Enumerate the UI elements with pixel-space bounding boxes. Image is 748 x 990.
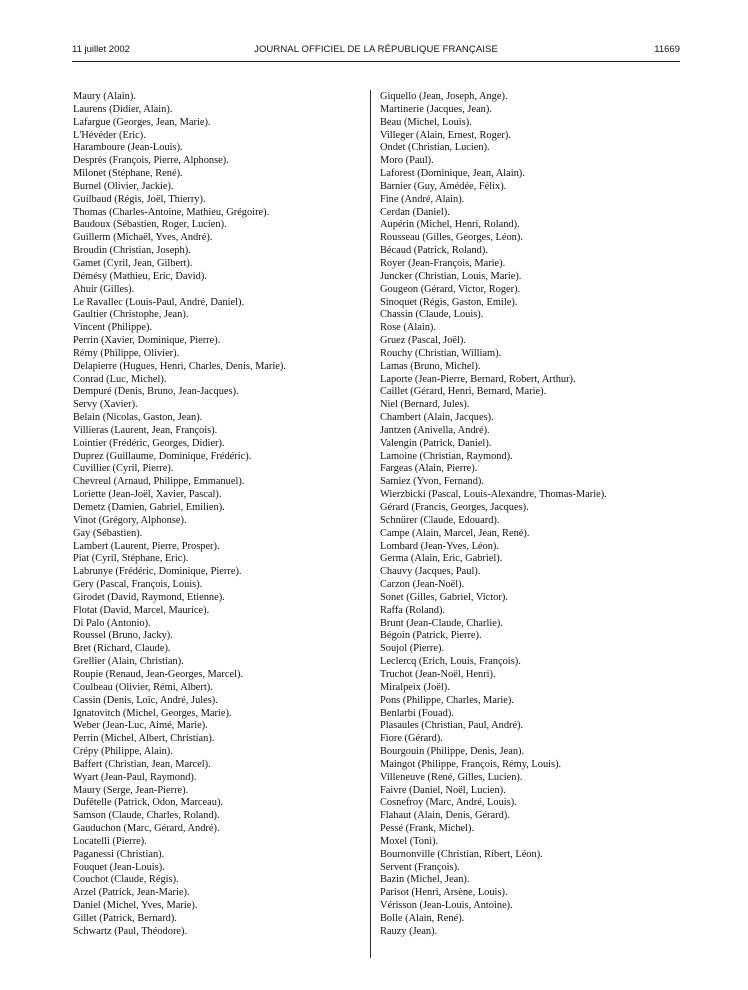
name-entry: Rouchy (Christian, William). xyxy=(380,347,502,359)
name-entry: Martinerie (Jacques, Jean). xyxy=(380,103,492,115)
name-entry: Ignatovitch (Michel, Georges, Marie). xyxy=(73,707,232,719)
name-entry: Fargeas (Alain, Pierre). xyxy=(380,463,478,475)
name-entry: Schnürer (Claude, Edouard). xyxy=(380,514,500,526)
name-entry: Dempuré (Denis, Bruno, Jean-Jacques). xyxy=(73,386,239,398)
name-entry: Flahaut (Alain, Denis, Gérard). xyxy=(380,810,510,822)
name-entry: Broudin (Christian, Joseph). xyxy=(73,245,191,257)
name-entry: Loriette (Jean-Joël, Xavier, Pascal). xyxy=(73,489,222,501)
name-entry: Démésy (Mathieu, Eric, David). xyxy=(73,270,207,282)
name-entry: Rauzy (Jean). xyxy=(380,925,438,937)
page-header xyxy=(72,44,680,58)
name-entry: Caillet (Gérard, Henri, Bernard, Marie). xyxy=(380,386,547,398)
name-entry: Servy (Xavier). xyxy=(73,399,138,411)
name-entry: Le Ravallec (Louis-Paul, André, Daniel). xyxy=(73,296,245,308)
name-entry: Baffert (Christian, Jean, Marcel). xyxy=(73,758,211,770)
name-entry: Laurens (Didier, Alain). xyxy=(73,103,173,115)
name-entry: Gaultier (Christophe, Jean). xyxy=(73,309,189,321)
name-entry: Perrin (Michel, Albert, Christian). xyxy=(73,733,215,745)
name-entry: Bret (Richard, Claude). xyxy=(73,643,171,655)
name-entry: Coulbeau (Olivier, Rémi, Albert). xyxy=(73,681,213,693)
name-entry: Brunt (Jean-Claude, Charlie). xyxy=(380,617,503,629)
name-entry: Barnier (Guy, Amédée, Félix). xyxy=(380,180,507,192)
name-entry: Samiez (Yvon, Fernand). xyxy=(380,476,484,488)
name-entry: Locatelli (Pierre). xyxy=(73,835,147,847)
name-entry: Cerdan (Daniel). xyxy=(380,206,450,218)
name-entry: Gay (Sébastien). xyxy=(73,527,143,539)
name-entry: Couchot (Claude, Régis). xyxy=(73,874,179,886)
name-entry: Lointier (Frédéric, Georges, Didier). xyxy=(73,437,225,449)
name-entry: Lambert (Laurent, Pierre, Prosper). xyxy=(73,540,220,552)
name-entry: Burnel (Olivier, Jackie). xyxy=(73,180,174,192)
name-entry: Delapierre (Hugues, Henri, Charles, Denis, Marie). xyxy=(73,360,286,372)
name-entry: Rousseau (Gilles, Georges, Léon). xyxy=(380,232,523,244)
name-entry: Wyart (Jean-Paul, Raymond). xyxy=(73,771,197,783)
name-entry: Demetz (Damien, Gabriel, Emilien). xyxy=(73,502,225,513)
name-entry: Bournonville (Christian, Ribert, Léon). xyxy=(380,848,543,860)
right-column xyxy=(380,91,680,939)
name-entry: Ondet (Christian, Lucien). xyxy=(380,142,490,154)
name-entry: Gery (Pascal, François, Louis). xyxy=(73,579,203,591)
name-entry: Girodet (David, Raymond, Etienne). xyxy=(73,591,225,603)
name-entry: Perrin (Xavier, Dominique, Pierre). xyxy=(73,335,221,347)
name-entry: Carzon (Jean-Noël). xyxy=(380,579,465,591)
name-entry: Bécaud (Patrick, Roland). xyxy=(380,245,488,257)
name-entry: Gillet (Patrick, Bernard). xyxy=(73,913,177,924)
name-entry: Fouquet (Jean-Louis). xyxy=(73,861,165,873)
name-entry: Vérisson (Jean-Louis, Antoine). xyxy=(380,900,513,912)
header-rule xyxy=(72,61,680,62)
name-entry: Plasaules (Christian, Paul, André). xyxy=(380,720,524,732)
name-entry: Grellier (Alain, Christian). xyxy=(73,656,184,668)
name-entry: Soujol (Pierre). xyxy=(380,643,445,655)
name-entry: Giquello (Jean, Joseph, Ange). xyxy=(380,91,508,102)
name-entry: Aupérin (Michel, Henri, Roland). xyxy=(380,219,520,231)
name-entry: Sinoquet (Régis, Gaston, Emile). xyxy=(380,296,518,308)
left-column xyxy=(73,91,365,939)
name-entry: Valengin (Patrick, Daniel). xyxy=(380,437,492,449)
name-entry: Bolle (Alain, René). xyxy=(380,913,465,924)
name-entry: Ahuir (Gilles). xyxy=(73,283,135,295)
name-entry: Rémy (Philippe, Olivier). xyxy=(73,347,180,359)
column-divider xyxy=(370,90,371,958)
name-entry: Campe (Alain, Marcel, Jean, René). xyxy=(380,527,530,539)
page-number: 11669 xyxy=(654,44,680,55)
name-entry: Baudoux (Sébastien, Roger, Lucien). xyxy=(73,219,227,231)
name-entry: Cuvillier (Cyril, Pierre). xyxy=(73,463,174,475)
name-entry: Desprès (François, Pierre, Alphonse). xyxy=(73,155,229,167)
name-entry: Crépy (Philippe, Alain). xyxy=(73,746,173,758)
name-entry: Lombard (Jean-Yves, Léon). xyxy=(380,540,499,552)
name-entry: Wierzbicki (Pascal, Louis-Alexandre, Thomas-Marie). xyxy=(380,489,607,501)
header-date: 11 juillet 2002 xyxy=(72,44,130,55)
name-entry: Lamas (Bruno, Michel). xyxy=(380,360,481,372)
name-entry: Chauvy (Jacques, Paul). xyxy=(380,566,481,578)
name-entry: Samson (Claude, Charles, Roland). xyxy=(73,810,220,822)
name-entry: Faivre (Daniel, Noël, Lucien). xyxy=(380,784,506,796)
name-entry: Parisot (Henri, Arsène, Louis). xyxy=(380,887,508,899)
name-entry: Roussel (Bruno, Jacky). xyxy=(73,630,173,642)
name-entry: Chassin (Claude, Louis). xyxy=(380,309,484,321)
name-entry: Laforest (Dominique, Jean, Alain). xyxy=(380,168,525,180)
name-entry: Di Palo (Antonio). xyxy=(73,617,151,629)
name-entry: Pessé (Frank, Michel). xyxy=(380,823,475,835)
name-entry: Villeger (Alain, Ernest, Roger). xyxy=(380,129,511,141)
name-entry: Maury (Alain). xyxy=(73,91,136,102)
name-entry: Piat (Cyril, Stéphane, Eric). xyxy=(73,553,189,565)
name-entry: Weber (Jean-Luc, Aimé, Marie). xyxy=(73,720,208,732)
name-entry: Bégoin (Patrick, Pierre). xyxy=(380,630,482,642)
name-entry: Flotat (David, Marcel, Maurice). xyxy=(73,604,210,616)
name-entry: Roupie (Renaud, Jean-Georges, Marcel). xyxy=(73,668,244,680)
name-entry: Vinot (Grégory, Alphonse). xyxy=(73,514,187,526)
name-entry: Moro (Paul). xyxy=(380,155,434,167)
name-entry: Rose (Alain). xyxy=(380,322,436,334)
name-entry: Moxel (Toni). xyxy=(380,835,439,847)
name-entry: Maury (Serge, Jean-Pierre). xyxy=(73,784,189,796)
name-entry: Paganessi (Christian). xyxy=(73,848,165,860)
name-entry: Gruez (Pascal, Joël). xyxy=(380,335,466,347)
name-entry: Belain (Nicolas, Gaston, Jean). xyxy=(73,412,203,424)
name-entry: Gauduchon (Marc, Gérard, André). xyxy=(73,823,220,835)
name-entry: Royer (Jean-François, Marie). xyxy=(380,257,506,269)
name-entry: Villeneuve (René, Gilles, Lucien). xyxy=(380,771,523,783)
name-entry: Gérard (Francis, Georges, Jacques). xyxy=(380,502,529,513)
name-entry: Jantzen (Anivella, André). xyxy=(380,424,490,436)
name-entry: Fiore (Gérard). xyxy=(380,733,443,745)
name-entry: Arzel (Patrick, Jean-Marie). xyxy=(73,887,190,899)
name-entry: Raffa (Roland). xyxy=(380,604,446,616)
name-entry: Fine (André, Alain). xyxy=(380,193,465,205)
name-entry: Sonet (Gilles, Gabriel, Victor). xyxy=(380,591,508,603)
name-entry: Chambert (Alain, Jacques). xyxy=(380,412,494,424)
name-entry: Milonet (Stéphane, René). xyxy=(73,168,183,180)
name-entry: Guillerm (Michaël, Yves, André). xyxy=(73,232,213,244)
name-entry: Thomas (Charles-Antoine, Mathieu, Grégoire). xyxy=(73,206,270,218)
name-entry: Niel (Bernard, Jules). xyxy=(380,399,470,411)
name-entry: Chevreul (Arnaud, Philippe, Emmanuel). xyxy=(73,476,245,488)
name-entry: Cosnefroy (Marc, André, Louis). xyxy=(380,797,517,809)
name-entry: Benlarbi (Fouad). xyxy=(380,707,454,719)
name-entry: Leclercq (Erich, Louis, François). xyxy=(380,656,521,668)
name-entry: Vincent (Philippe). xyxy=(73,322,153,334)
name-entry: Beau (Michel, Louis). xyxy=(380,116,472,128)
name-entry: Servent (François). xyxy=(380,861,460,873)
name-entry: Villieras (Laurent, Jean, François). xyxy=(73,424,218,436)
name-entry: Cassin (Denis, Loïc, André, Jules). xyxy=(73,694,218,706)
name-entry: Lafargue (Georges, Jean, Marie). xyxy=(73,116,211,128)
name-entry: Germa (Alain, Eric, Gabriel). xyxy=(380,553,503,565)
name-entry: Maingot (Philippe, François, Rémy, Louis). xyxy=(380,758,562,770)
name-entry: Daniel (Michel, Yves, Marie). xyxy=(73,900,198,912)
name-entry: Miralpeix (Joël). xyxy=(380,681,450,693)
name-entry: Bourgouin (Philippe, Denis, Jean). xyxy=(380,746,525,758)
journal-title: JOURNAL OFFICIEL DE LA RÉPUBLIQUE FRANÇAISE xyxy=(254,44,498,55)
name-entry: Laporte (Jean-Pierre, Bernard, Robert, Arthur). xyxy=(380,373,576,385)
name-entry: Duprez (Guillaume, Dominique, Frédéric). xyxy=(73,450,252,462)
name-entry: Gougeon (Gérard, Victor, Roger). xyxy=(380,283,521,295)
name-entry: Juncker (Christian, Louis, Marie). xyxy=(380,270,522,282)
name-entry: Schwartz (Paul, Théodore). xyxy=(73,925,188,937)
name-entry: Truchot (Jean-Noël, Henri). xyxy=(380,668,496,680)
name-entry: Gamet (Cyril, Jean, Gilbert). xyxy=(73,257,193,269)
name-entry: L'Hévéder (Eric). xyxy=(73,129,146,141)
name-entry: Dufêtelle (Patrick, Odon, Marceau). xyxy=(73,797,224,809)
name-entry: Pons (Philippe, Charles, Marie). xyxy=(380,694,514,706)
name-entry: Labrunye (Frédéric, Dominique, Pierre). xyxy=(73,566,242,578)
name-entry: Bazin (Michel, Jean). xyxy=(380,874,470,886)
name-entry: Haramboure (Jean-Louis). xyxy=(73,142,183,154)
name-entry: Guilbaud (Régis, Joël, Thierry). xyxy=(73,193,206,205)
name-entry: Lamoine (Christian, Raymond). xyxy=(380,450,513,462)
name-entry: Conrad (Luc, Michel). xyxy=(73,373,167,385)
